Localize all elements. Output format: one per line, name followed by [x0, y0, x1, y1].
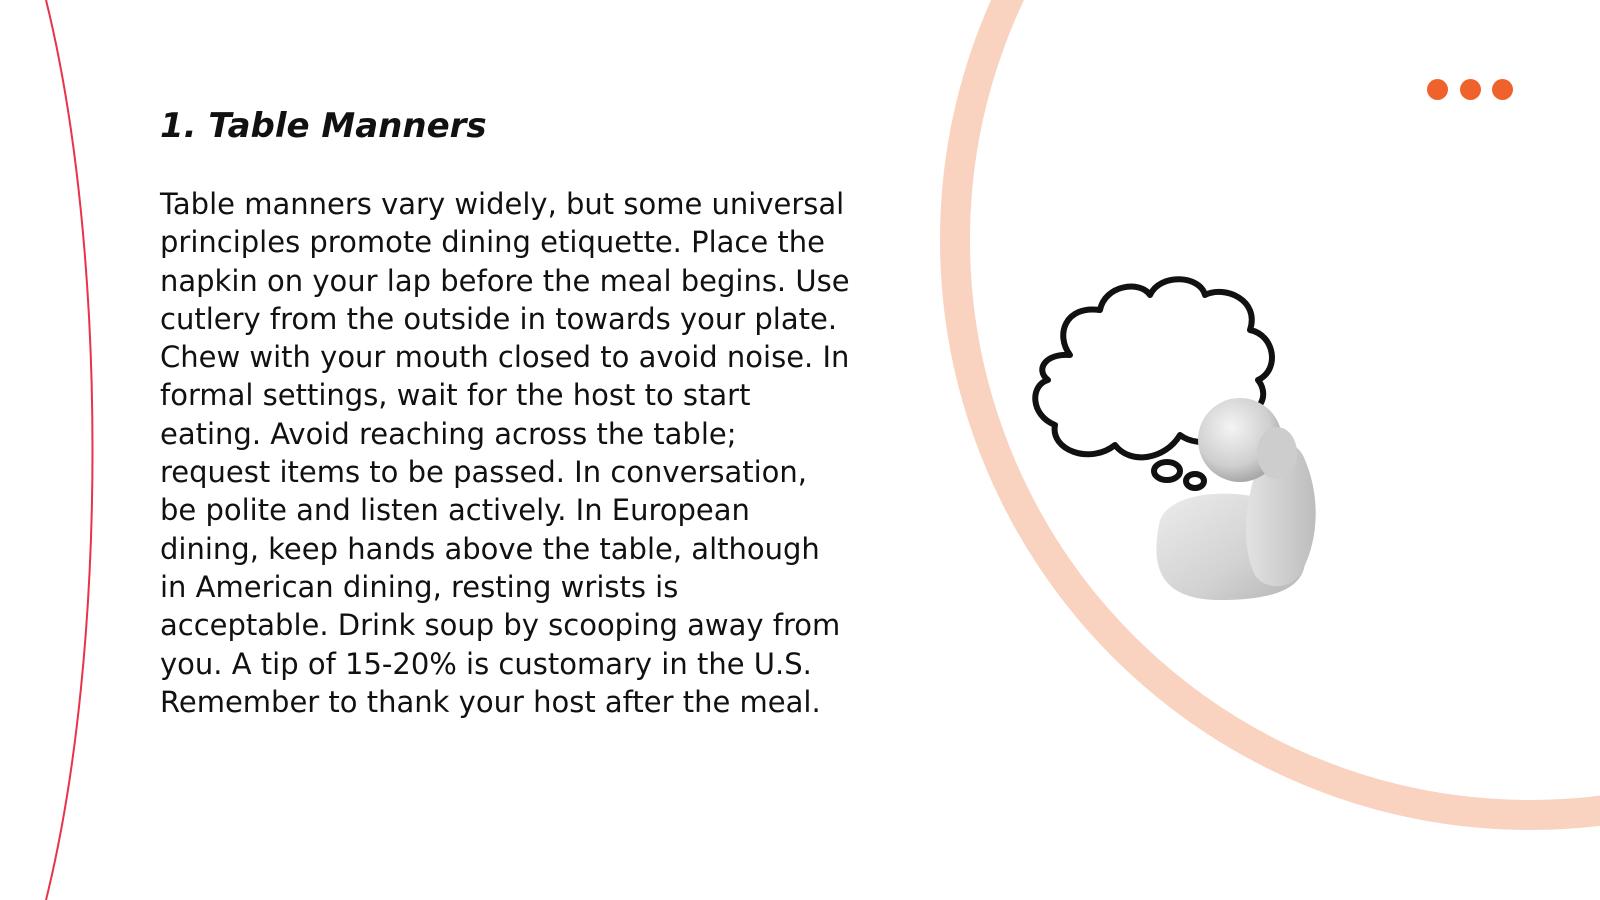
slide-body-text: Table manners vary widely, but some universal principles promote dining etiquette. Place the napkin on your lap before the meal begins. Use cutlery from the outside in towards your plate. Chew with your mouth closed to avoid noise. In formal settings, wait for the host to start eating. Avoid reaching across the table; request items to be passed. In conversation, be polite and listen actively. In European dining, keep hands above the table, although in American dining, resting wrists is acceptable. Drink soup by scooping away from you. A tip of 15-20% is customary in the U.S. Remember to thank your host after the meal.: [160, 187, 850, 719]
dot: [1427, 79, 1448, 100]
dot: [1460, 79, 1481, 100]
dot: [1492, 79, 1513, 100]
slide-title: 1. Table Manners: [160, 106, 487, 146]
three-dots-icon: [1427, 79, 1513, 101]
thought-bubble-small: [1154, 462, 1180, 480]
figure-hand: [1257, 427, 1297, 479]
thinking-person-illustration: [1030, 275, 1350, 620]
left-arc-line: [46, 0, 93, 900]
thought-bubble-tiny: [1186, 474, 1204, 488]
